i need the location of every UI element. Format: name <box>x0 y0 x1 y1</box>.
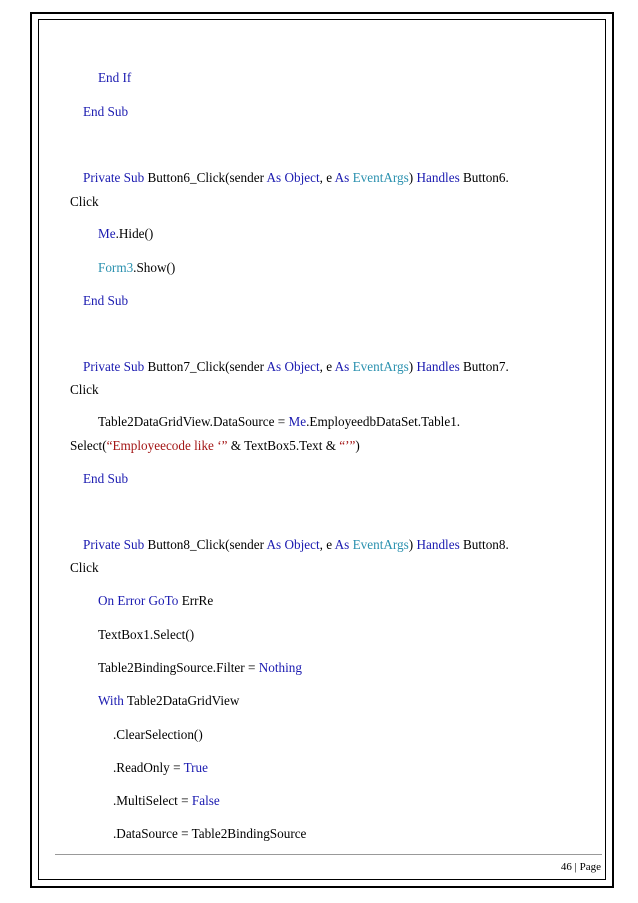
code-token: Button7. <box>463 359 509 374</box>
code-line <box>98 260 175 276</box>
code-token: .ReadOnly = <box>113 760 184 775</box>
code-token: Button6. <box>463 170 509 185</box>
code-line <box>83 104 128 120</box>
code-token: ) <box>355 438 360 453</box>
code-token: Handles <box>416 359 463 374</box>
code-token: .MultiSelect = <box>113 793 192 808</box>
page-label: Page <box>579 861 601 873</box>
code-token: Click <box>70 382 99 397</box>
code-token: As <box>334 170 353 185</box>
code-token: Me <box>288 414 307 429</box>
code-token: & TextBox5.Text & <box>227 438 340 453</box>
code-token: Nothing <box>258 660 302 675</box>
code-token: Private Sub <box>83 359 148 374</box>
code-line <box>83 170 509 186</box>
code-token: True <box>183 760 208 775</box>
code-token: .DataSource = Table2BindingSource <box>113 826 307 841</box>
code-token: , e <box>319 359 335 374</box>
code-line <box>83 537 509 553</box>
code-token: As <box>266 170 285 185</box>
code-token: Table2DataGridView <box>126 693 240 708</box>
code-token: Button7_Click(sender <box>147 359 267 374</box>
code-token: Table2DataGridView.DataSource = <box>98 414 289 429</box>
code-token: Click <box>70 560 99 575</box>
code-token: , e <box>319 537 335 552</box>
code-token: Me <box>98 226 116 241</box>
code-token: Private Sub <box>83 170 148 185</box>
code-token: Object <box>284 170 320 185</box>
footer-separator: | <box>574 861 577 873</box>
code-token: .ClearSelection() <box>113 727 203 742</box>
code-token: Object <box>284 537 320 552</box>
code-token: ) <box>408 359 417 374</box>
page-number: 46 <box>560 861 572 873</box>
code-line <box>113 727 203 743</box>
code-line <box>98 226 153 242</box>
code-token: False <box>191 793 220 808</box>
code-token: Button8_Click(sender <box>147 537 267 552</box>
code-token: As <box>334 359 353 374</box>
code-token: With <box>98 693 127 708</box>
page-footer <box>561 860 601 874</box>
code-token: .Hide() <box>115 226 154 241</box>
code-token: EventArgs <box>352 537 409 552</box>
code-token: Table2BindingSource.Filter = <box>98 660 259 675</box>
code-token: On Error GoTo <box>98 593 182 608</box>
code-token: Handles <box>416 537 463 552</box>
code-token: End Sub <box>83 104 129 119</box>
code-line <box>70 438 360 454</box>
code-token: End Sub <box>83 293 129 308</box>
code-token: TextBox1.Select() <box>98 627 195 642</box>
code-token: EventArgs <box>352 359 409 374</box>
code-line <box>113 793 220 809</box>
code-token: End If <box>98 70 132 85</box>
code-token: Click <box>70 194 99 209</box>
code-line <box>113 760 208 776</box>
code-line <box>113 826 306 842</box>
code-token: As <box>266 537 285 552</box>
code-token: .Show() <box>133 260 176 275</box>
code-line <box>98 70 131 86</box>
code-token: End Sub <box>83 471 129 486</box>
code-token: Private Sub <box>83 537 148 552</box>
code-token: “Employeecode like ‘” <box>106 438 228 453</box>
code-line <box>98 627 194 643</box>
code-token: ErrRe <box>181 593 214 608</box>
code-token: Button8. <box>463 537 509 552</box>
code-token: Button6_Click(sender <box>147 170 267 185</box>
code-line <box>70 194 99 210</box>
code-token: “’” <box>339 438 356 453</box>
code-token: Handles <box>416 170 463 185</box>
code-line <box>98 693 239 709</box>
code-line <box>98 660 302 676</box>
code-line <box>98 593 213 609</box>
footer-rule <box>55 854 602 855</box>
code-line <box>83 471 128 487</box>
code-token: Form3 <box>98 260 134 275</box>
code-token: Select( <box>70 438 107 453</box>
code-token: , e <box>319 170 335 185</box>
code-line <box>70 560 99 576</box>
code-line <box>83 293 128 309</box>
code-token: ) <box>408 537 417 552</box>
code-token: .EmployeedbDataSet.Table1. <box>306 414 461 429</box>
code-token: Object <box>284 359 320 374</box>
code-line <box>83 359 509 375</box>
code-token: As <box>266 359 285 374</box>
code-token: ) <box>408 170 417 185</box>
code-line <box>98 414 460 430</box>
code-line <box>70 382 99 398</box>
code-token: EventArgs <box>352 170 409 185</box>
code-token: As <box>334 537 353 552</box>
